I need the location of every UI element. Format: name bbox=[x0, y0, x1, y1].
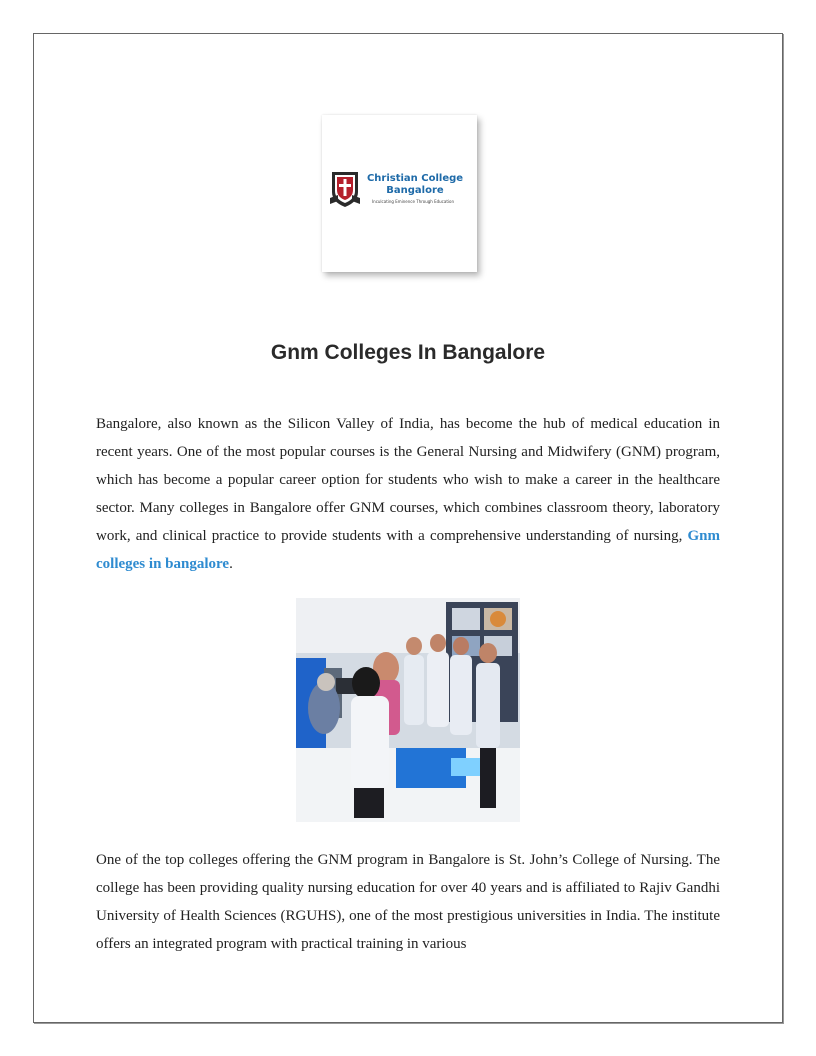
page-title: Gnm Colleges In Bangalore bbox=[270, 341, 546, 365]
logo-college-name bbox=[365, 173, 465, 197]
logo-tagline: Inculcating Eminence Through Education bbox=[371, 199, 454, 204]
body-paragraph: One of the top colleges offering the GNM program in Bangalore is St. John’s College of Nursing. The college has been providing quality nursing education for over 40 years and is affiliated to Rajiv Gandhi University of Health Sciences (RGUHS), one of the most prestigious universities in India. The institute offers an integrated program with practical training in various bbox=[96, 852, 720, 952]
intro-paragraph bbox=[96, 410, 720, 578]
college-crest-icon bbox=[330, 168, 360, 208]
intro-suffix: . bbox=[229, 556, 233, 572]
intro-text: Bangalore, also known as the Silicon Valley of India, has become the hub of medical education in recent years. One of the most popular courses is the General Nursing and Midwifery (GNM) program, which has become a popular career option for students who wish to make a career in the healthcare sector. Many colleges in Bangalore offer GNM courses, which combines classroom theory, laboratory work, and clinical practice to provide students with a comprehensive understanding of nursing, bbox=[96, 416, 720, 544]
nursing-lab-photo bbox=[296, 598, 520, 822]
logo-name-line2: Bangalore bbox=[386, 185, 444, 196]
logo-name-line1: Christian College bbox=[366, 173, 464, 184]
gnm-colleges-link[interactable]: Gnm colleges in bangalore bbox=[96, 528, 720, 572]
logo-card bbox=[322, 115, 477, 272]
